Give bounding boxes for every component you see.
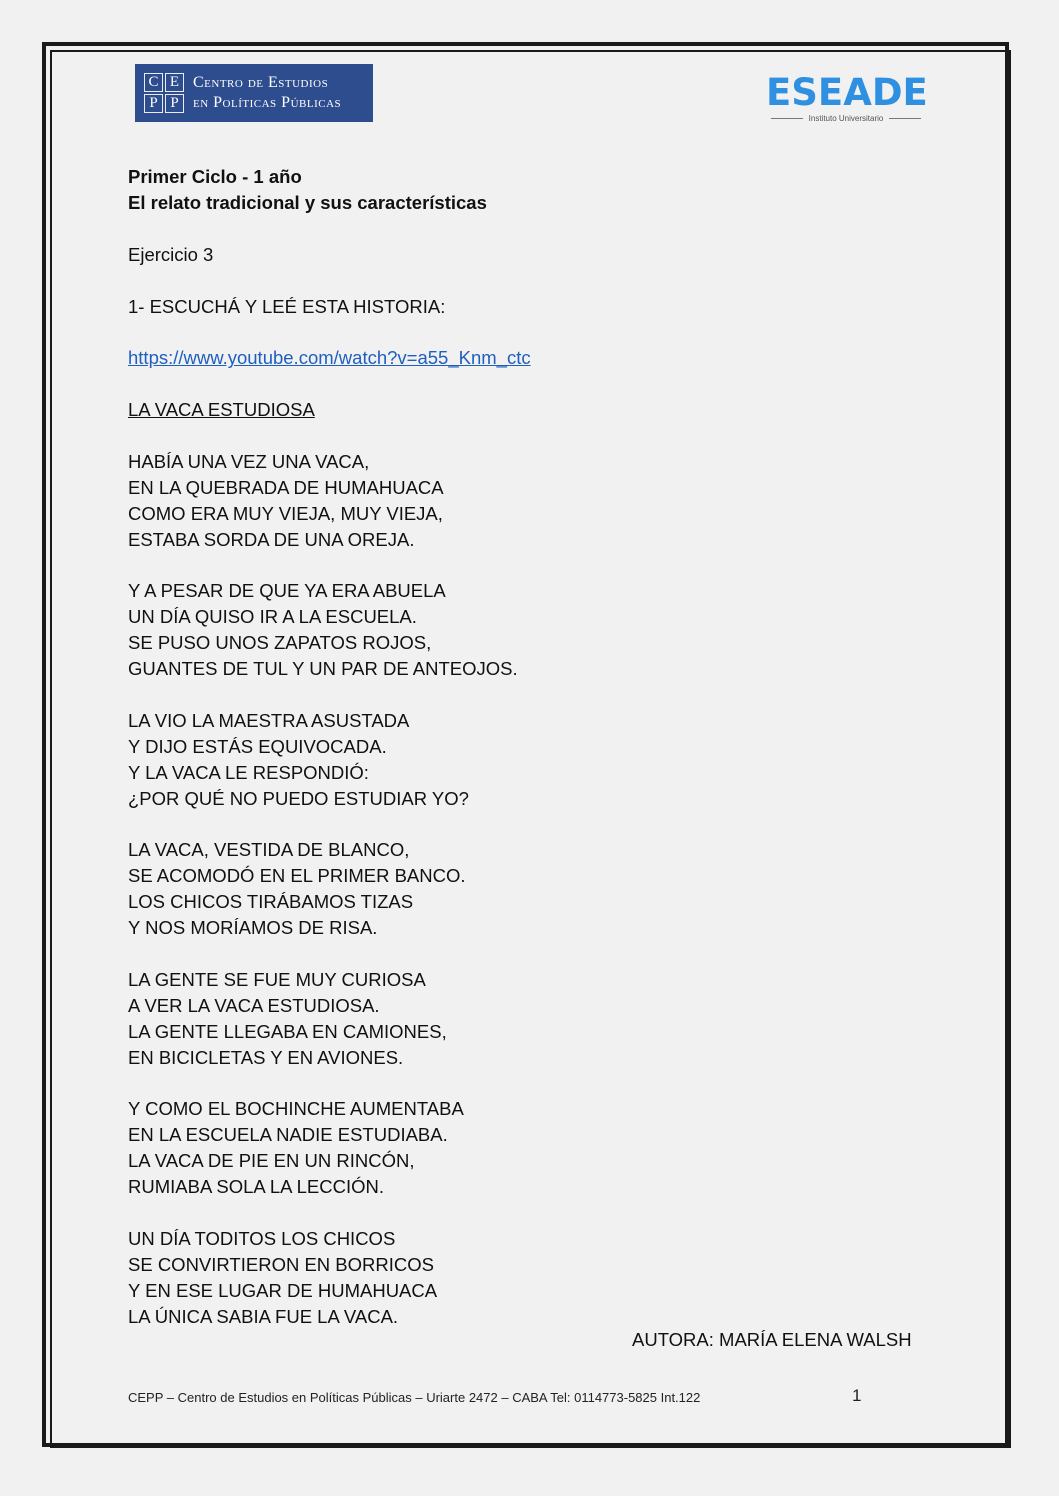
cepp-monogram bbox=[144, 73, 184, 113]
eseade-logo-subtitle-row bbox=[766, 114, 926, 123]
cepp-logo-line2: en Políticas Públicas bbox=[193, 94, 342, 111]
poem-line: SE CONVIRTIERON EN BORRICOS bbox=[128, 1253, 434, 1275]
poem-line: RUMIABA SOLA LA LECCIÓN. bbox=[128, 1176, 385, 1198]
eseade-logo-name: ESEADE bbox=[766, 71, 928, 114]
poem-line: SE PUSO UNOS ZAPATOS ROJOS, bbox=[128, 632, 432, 654]
page-number: 1 bbox=[852, 1386, 862, 1405]
cepp-logo-text bbox=[193, 73, 341, 113]
poem-line: Y EN ESE LUGAR DE HUMAHUACA bbox=[128, 1279, 438, 1301]
poem-line: LA GENTE SE FUE MUY CURIOSA bbox=[128, 968, 426, 990]
heading-cycle: Primer Ciclo - 1 año bbox=[128, 166, 302, 187]
poem-line: A VER LA VACA ESTUDIOSA. bbox=[128, 994, 380, 1016]
cepp-letter: P bbox=[144, 94, 163, 113]
poem-stanza bbox=[128, 837, 948, 941]
poem-line: GUANTES DE TUL Y UN PAR DE ANTEOJOS. bbox=[128, 658, 518, 680]
poem-line: LOS CHICOS TIRÁBAMOS TIZAS bbox=[128, 891, 414, 913]
poem-line: UN DÍA TODITOS LOS CHICOS bbox=[128, 1227, 396, 1249]
cepp-letter: E bbox=[165, 73, 184, 92]
poem-title: LA VACA ESTUDIOSA bbox=[128, 399, 315, 421]
cepp-logo-line1: Centro de Estudios bbox=[193, 74, 329, 91]
poem-line: Y NOS MORÍAMOS DE RISA. bbox=[128, 917, 378, 939]
poem-line: UN DÍA QUISO IR A LA ESCUELA. bbox=[128, 606, 417, 628]
poem-stanza bbox=[128, 708, 948, 812]
cepp-letter: P bbox=[165, 94, 184, 113]
poem-line: Y COMO EL BOCHINCHE AUMENTABA bbox=[128, 1098, 464, 1120]
exercise-label: Ejercicio 3 bbox=[128, 243, 214, 265]
poem bbox=[128, 449, 948, 1330]
document-body bbox=[128, 164, 948, 1330]
poem-line: EN LA QUEBRADA DE HUMAHUACA bbox=[128, 476, 444, 498]
poem-line: LA GENTE LLEGABA EN CAMIONES, bbox=[128, 1020, 447, 1042]
poem-line: HABÍA UNA VEZ UNA VACA, bbox=[128, 450, 370, 472]
poem-line: SE ACOMODÓ EN EL PRIMER BANCO. bbox=[128, 865, 466, 887]
poem-line: Y A PESAR DE QUE YA ERA ABUELA bbox=[128, 580, 446, 602]
author-credit: AUTORA: MARÍA ELENA WALSH bbox=[632, 1329, 912, 1350]
poem-line: Y DIJO ESTÁS EQUIVOCADA. bbox=[128, 735, 387, 757]
youtube-link[interactable]: https://www.youtube.com/watch?v=a55_Knm_ctc bbox=[128, 347, 531, 369]
poem-line: LA VIO LA MAESTRA ASUSTADA bbox=[128, 709, 410, 731]
instruction: 1- ESCUCHÁ Y LEÉ ESTA HISTORIA: bbox=[128, 295, 446, 317]
cepp-letter: C bbox=[144, 73, 163, 92]
poem-line: LA VACA, VESTIDA DE BLANCO, bbox=[128, 839, 410, 861]
divider bbox=[771, 118, 803, 119]
poem-line: LA ÚNICA SABIA FUE LA VACA. bbox=[128, 1305, 399, 1327]
eseade-logo bbox=[766, 71, 928, 123]
poem-stanza bbox=[128, 578, 948, 682]
poem-stanza bbox=[128, 1226, 948, 1330]
divider bbox=[889, 118, 921, 119]
poem-line: Y LA VACA LE RESPONDIÓ: bbox=[128, 761, 369, 783]
poem-line: ESTABA SORDA DE UNA OREJA. bbox=[128, 528, 415, 550]
poem-stanza bbox=[128, 1096, 948, 1200]
poem-line: COMO ERA MUY VIEJA, MUY VIEJA, bbox=[128, 502, 443, 524]
poem-stanza bbox=[128, 967, 948, 1071]
eseade-logo-subtitle: Instituto Universitario bbox=[808, 114, 884, 123]
poem-line: ¿POR QUÉ NO PUEDO ESTUDIAR YO? bbox=[128, 787, 469, 809]
poem-line: EN LA ESCUELA NADIE ESTUDIABA. bbox=[128, 1124, 448, 1146]
poem-line: LA VACA DE PIE EN UN RINCÓN, bbox=[128, 1150, 415, 1172]
heading-topic: El relato tradicional y sus características bbox=[128, 191, 487, 213]
page-footer: CEPP – Centro de Estudios en Políticas Públicas – Uriarte 2472 – CABA Tel: 0114773-5825 Int.122 bbox=[128, 1390, 701, 1405]
cepp-logo bbox=[135, 64, 373, 122]
poem-line: EN BICICLETAS Y EN AVIONES. bbox=[128, 1046, 404, 1068]
poem-stanza bbox=[128, 449, 948, 553]
